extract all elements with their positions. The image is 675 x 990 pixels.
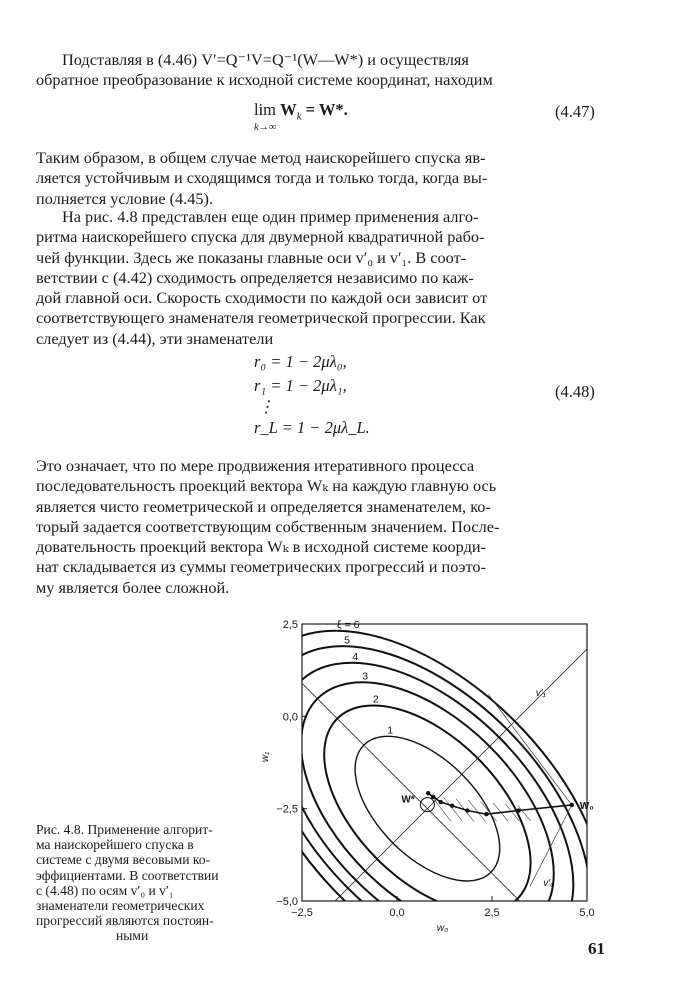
y-axis-label: w₁ bbox=[260, 751, 271, 763]
x-axis-label: w₀ bbox=[436, 923, 449, 934]
para2-line-1: Таким образом, в общем случае метод наискорейшего спуска яв- bbox=[36, 148, 486, 167]
minimum-label: W* bbox=[401, 794, 415, 806]
para3-line-1: На рис. 4.8 представлен еще один пример применения алго- bbox=[62, 207, 479, 226]
eq448-line-1: r₀ = 1 − 2μλ₀, bbox=[254, 352, 347, 371]
caption-line-5: с (4.48) по осям v′₀ и v′₁ bbox=[36, 882, 174, 898]
caption-line-6: знаменатели геометрических bbox=[36, 898, 205, 914]
chart-labels bbox=[260, 619, 595, 934]
paragraph-3 bbox=[36, 207, 604, 349]
para4-line-1: Это означает, что по мере продвижения итеративного процесса bbox=[36, 456, 475, 475]
para4-line-6: нат складывается из суммы геометрических прогрессий и поэто- bbox=[36, 557, 486, 577]
contour-ellipse bbox=[240, 612, 610, 942]
path-point bbox=[431, 795, 435, 799]
contour-label: ξ = 6 bbox=[336, 618, 360, 631]
caption-line-7: прогрессий являются постоян- bbox=[36, 913, 214, 929]
lim-body: W bbox=[280, 100, 297, 119]
contour-group bbox=[240, 612, 610, 942]
para4-line-4: торый задается соответствующим собственным значением. После- bbox=[36, 516, 500, 536]
x-tick-label: 2,5 bbox=[484, 907, 500, 919]
equation-4-47 bbox=[254, 100, 348, 122]
x-tick-label: 5,0 bbox=[579, 907, 595, 919]
contour-ellipse bbox=[240, 612, 610, 942]
projection-line bbox=[530, 805, 572, 886]
lim-body-sub: k bbox=[296, 110, 302, 123]
figure-caption bbox=[36, 822, 268, 944]
path-point bbox=[439, 800, 443, 804]
path-point bbox=[426, 791, 430, 795]
paragraph-4 bbox=[36, 456, 604, 598]
overlay-group bbox=[244, 625, 610, 942]
axis-label-v0: v′₀ bbox=[543, 878, 555, 890]
para3-line-4: ветствии с (4.42) сходимость определяется независимо по каж- bbox=[36, 267, 474, 287]
contour-label: 1 bbox=[387, 724, 394, 737]
para1-line-2: обратное преобразование к исходной системе координат, находим bbox=[36, 70, 493, 90]
para2-line-2: ляется устойчивым и сходящимся тогда и только тогда, когда вы- bbox=[36, 168, 488, 188]
principal-axis-v1 bbox=[244, 625, 610, 942]
eq448-line-3: ⋮ bbox=[258, 397, 275, 416]
para1-line-1: Подставляя в (4.46) V′=Q⁻¹V=Q⁻¹(W—W*) и осуществляя bbox=[62, 50, 469, 69]
contour-label: 5 bbox=[344, 634, 350, 647]
para3-line-2: ритма наискорейшего спуска для двумерной квадратичной рабо- bbox=[36, 227, 485, 247]
contour-label: 4 bbox=[352, 650, 359, 663]
caption-line-1: Рис. 4.8. Применение алгорит- bbox=[36, 822, 213, 837]
start-label: W₀ bbox=[579, 800, 594, 812]
eq448-line-2: r₁ = 1 − 2μλ₁, bbox=[254, 376, 347, 395]
caption-line-2: ма наискорейшего спуска в bbox=[36, 837, 194, 853]
hatch-line bbox=[444, 797, 463, 822]
paragraph-2 bbox=[36, 148, 604, 209]
path-point bbox=[516, 808, 520, 812]
para4-line-5: довательность проекций вектора Wₖ в исходной системе коорди- bbox=[36, 537, 487, 557]
hatch-line bbox=[431, 796, 451, 822]
y-tick-label: −2,5 bbox=[276, 803, 298, 816]
caption-line-3: системе с двумя весовыми ко- bbox=[36, 852, 211, 868]
equation-number-4-47: (4.47) bbox=[555, 102, 595, 121]
page-number: 61 bbox=[588, 939, 605, 958]
path-point bbox=[484, 812, 488, 816]
axis-label-v1: v′₁ bbox=[535, 688, 546, 700]
projection-line bbox=[488, 694, 572, 805]
para4-line-3: является чисто геометрической и определяется знаменателем, ко- bbox=[36, 496, 491, 516]
equation-number-4-48: (4.48) bbox=[555, 382, 595, 401]
para4-line-2: последовательность проекций вектора Wₖ на каждую главную ось bbox=[36, 476, 497, 496]
para3-line-5: дой главной оси. Скорость сходимости по каждой оси зависит от bbox=[36, 288, 488, 308]
caption-line-4: эффициентами. В соответствии bbox=[36, 867, 219, 883]
minimum-marker bbox=[420, 798, 434, 812]
figure-4-8-chart bbox=[240, 612, 610, 942]
lim-text: lim bbox=[254, 100, 277, 119]
lim-subscript: k→∞ bbox=[254, 122, 277, 133]
caption-line-8: ными bbox=[116, 928, 149, 944]
paragraph-1 bbox=[36, 50, 604, 91]
eq448-line-4: r_L = 1 − 2μλ_L. bbox=[254, 418, 370, 437]
para4-line-7: му является более сложной. bbox=[36, 577, 230, 597]
x-tick-label: 0,0 bbox=[389, 907, 405, 919]
y-tick-label: 2,5 bbox=[282, 619, 298, 631]
para3-line-3: чей функции. Здесь же показаны главные оси v′₀ и v′₁. В соот- bbox=[36, 247, 467, 267]
path-point bbox=[450, 804, 454, 808]
para3-line-7: следует из (4.44), эти знаменатели bbox=[36, 328, 274, 348]
contour-label: 2 bbox=[372, 693, 379, 706]
lim-rhs: = W*. bbox=[305, 100, 348, 119]
contour-ellipse bbox=[240, 612, 610, 942]
contour-label: 3 bbox=[362, 670, 369, 683]
para3-line-6: соответствующего знаменателя геометрической прогрессии. Как bbox=[36, 308, 486, 328]
path-point bbox=[465, 808, 469, 812]
x-tick-label: −2,5 bbox=[291, 907, 313, 919]
y-tick-label: 0,0 bbox=[282, 711, 298, 724]
path-point bbox=[570, 803, 574, 807]
equation-4-48 bbox=[254, 350, 370, 440]
para2-line-3: полняется условие (4.45). bbox=[36, 188, 214, 208]
principal-axis-v0 bbox=[244, 625, 610, 942]
y-tick-label: −5,0 bbox=[276, 896, 298, 908]
